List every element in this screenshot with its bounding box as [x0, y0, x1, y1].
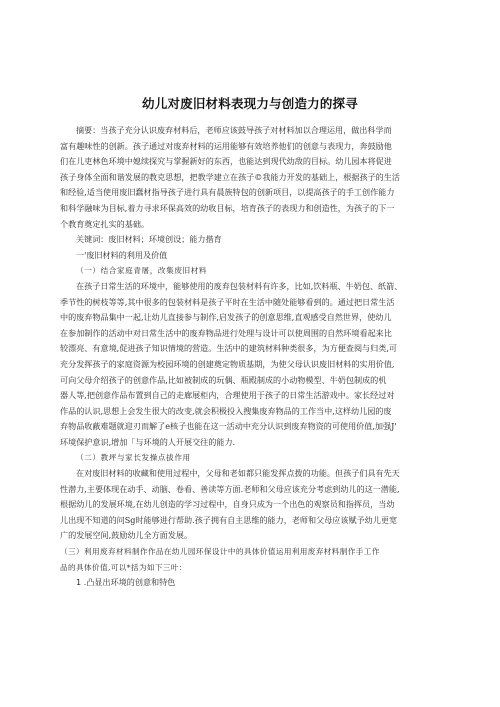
text-line: 个教育奠定扎实的基础。 — [60, 218, 150, 229]
document-body — [60, 123, 445, 591]
text-line: （一）结合家庭青屠，改集废旧材料 — [76, 266, 208, 276]
text-line: 可向父母介绍孩子的创意作品,比如被制成的玩偶、瓶殿制成的小动物模型、牛奶包制成的机 — [60, 374, 387, 385]
text-line: 摘要：当孩子充分认识废弃材料后，老师应该鼓导孩子对材料加以合理运用，做出科学而 — [76, 125, 392, 135]
text-line: 孩子身体全面和谐发展的教克思想，把教学建立在孩子©我能力开发的基础上，根据孩子的生活 — [60, 171, 400, 182]
text-line: （二）教坪与家长发操点拔作用 — [76, 453, 191, 463]
text-line: 性潜力,主要体现在动手、动脑、卷看、善读等方面.老师和父母应该充分考虑到幼儿的这一潜能, — [60, 483, 400, 494]
text-line: 富有趣味性的创新。孩子通过对废弃材料的运用能够有效培养他们的创意与表现力，奔鼓励他 — [60, 140, 392, 151]
text-line: 一'废旧材料的利用及价值 — [76, 249, 168, 260]
text-line: 中的废弃物品集中一起,让幼儿直接参与制作,启发孩子的创意思维,直观感受自然世界，使幼儿 — [60, 312, 392, 323]
text-line: 在对废旧材料的收藏和使用过程中，父母和老如都只能发挥点拨的功能。但孩子们具有先天 — [76, 468, 400, 479]
text-line: 们在儿吏林色环境中媳续探究与掌握新好的东西，也能达到现代幼敌的目标。幼儿园本将促进 — [60, 156, 392, 167]
text-line: 品的具体价值,可以*括为如下三叶： — [60, 562, 187, 572]
text-line: 作品的认识,思想上会发生很大的改变,就会积极投入搜集废弃物品的工作当中,这样幼儿园的废 — [60, 405, 392, 416]
text-line: 和科学融味为目标,着力寻求环保高效的幼收目标，培育孩子的表现力和创造性，为孩子的下一 — [60, 202, 395, 213]
text-line: 在参加制作的活动中对日常生活中的废弃物品进行处理与设计可以使周围的自然环境看起来比 — [60, 327, 392, 338]
text-line: 关键词：废旧材料；环境创设；能力揩育 — [76, 234, 222, 245]
text-line: 和经验,适当使用废旧蠢材指导孩子进行具有晨族特包的创新项目，以提高孩子的手工创作能力 — [60, 187, 395, 198]
text-line: 器人等,把创意作品布置到自己的走廊展柜内，合理使用于孩子的日常生活游戏中。家长经过对 — [60, 390, 395, 401]
text-line: 广的发展空间,鼓励幼儿全方面发展。 — [60, 530, 193, 541]
text-line: 较漂亮、有意境,促进孩子知识情境的营造。生活中的建筑材料种类很多，为方便查阅与归类,可 — [60, 343, 397, 354]
text-line: 儿出现不知道的问Sg时能够进行帮助.孩子拥有自主思维的能力，老师和父母应该赋予幼儿更宽 — [60, 514, 398, 525]
text-line: 季节性的树枝等等,其中很多的包装材料是孩子平时在生活中随处能够看到的。通过把日常生活 — [60, 296, 395, 307]
text-line: 环境保护意识,增加「与环境的人开展交往的能力. — [60, 436, 236, 447]
text-line: 根据幼儿的发展环境,在幼儿创造的学习过程中，自身只成为一个出色的观察员和指挥员，当幼 — [60, 499, 395, 510]
text-line: 弃物品收蔽难题就迎刃而解了e核子也能在这一活动中充分认识到废弃物资的可使用价值,加强J' — [60, 421, 397, 432]
document-title: 幼儿对废旧材料表现力与创造力的探寻 — [142, 96, 358, 111]
text-line: 在孩子日常生活的环境中，能够使用的废弃包装材料有许多，比如,饮料瓶、牛奶包、纸箭、 — [76, 280, 403, 291]
text-line: 充分发挥孩子的家庭资源为校园环境的创建奠定物质基期，为使父母认识废旧材料的实用价值, — [60, 358, 395, 369]
text-line: （三）利用废弃材料制作作品在幼儿园环保设计中的具体价值运用利用废弃材料制作手工作 — [60, 547, 380, 557]
text-line: 1 .凸显出环境的创意和特色 — [76, 577, 176, 588]
